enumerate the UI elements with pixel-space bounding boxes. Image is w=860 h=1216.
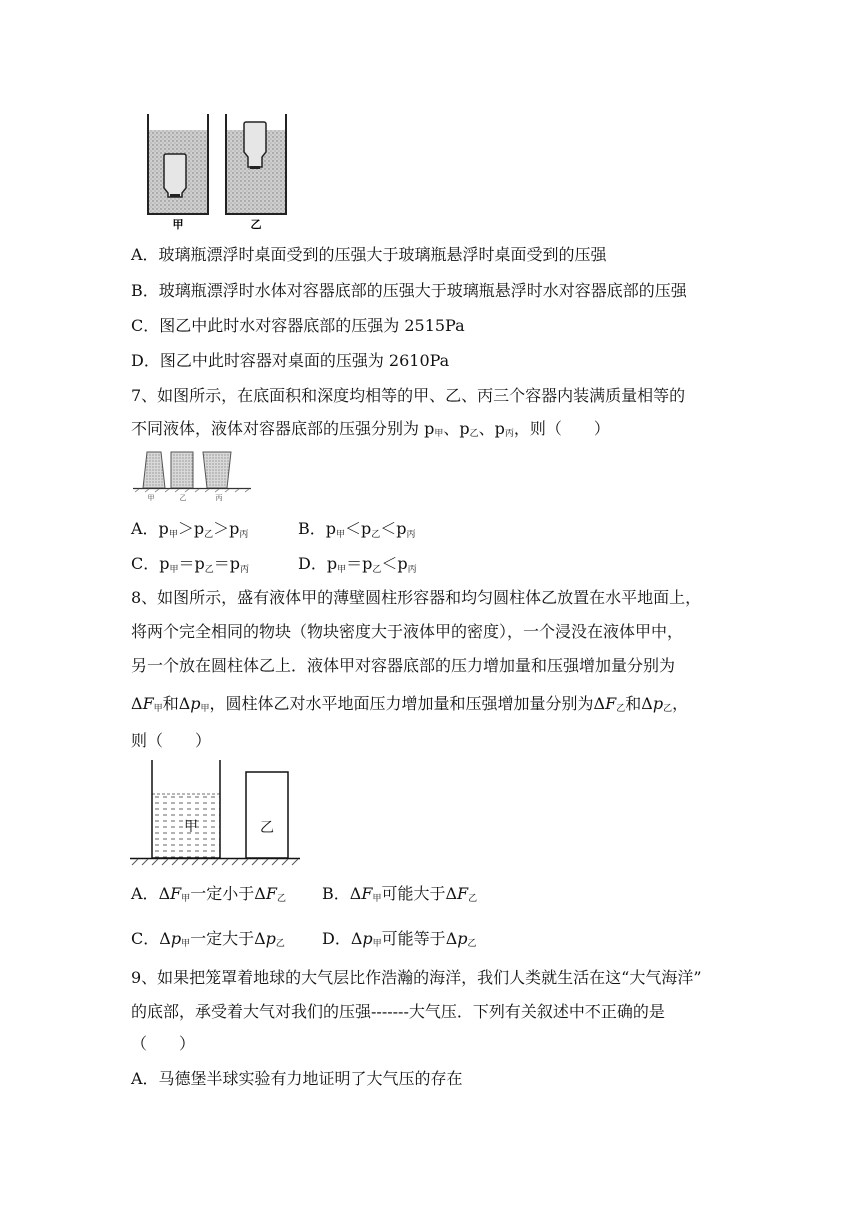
container-left	[148, 114, 208, 214]
q8-stem-line1: 8、如图所示，盛有液体甲的薄壁圆柱形容器和均匀圆柱体乙放置在水平地面上，	[131, 588, 702, 607]
q6-option-c: C．图乙中此时水对容器底部的压强为 2515Pa	[131, 316, 465, 335]
q8-option-a: A．$\Delta F_甲$一定小于$\Delta F_乙$	[131, 884, 286, 904]
container-right	[226, 114, 286, 214]
cylinder-yi	[246, 772, 288, 858]
fig-label-jia: 甲	[147, 494, 155, 502]
q7-option-c: C．p甲＝p乙＝p丙	[131, 554, 250, 575]
container-jia	[143, 452, 165, 488]
container-bing	[203, 452, 231, 488]
q7-option-a: A．p甲＞p乙＞p丙	[131, 519, 249, 540]
q6-option-a: A．玻璃瓶漂浮时桌面受到的压强大于玻璃瓶悬浮时桌面受到的压强	[131, 245, 607, 264]
q8-stem-line3: 另一个放在圆柱体乙上．液体甲对容器底部的压力增加量和压强增加量分别为	[131, 656, 676, 675]
q8-stem-line5: 则（ ）	[131, 731, 212, 750]
q7-option-b: B．p甲＜p乙＜p丙	[298, 519, 416, 540]
q9-option-a: A．马德堡半球实验有力地证明了大气压的存在	[131, 1069, 463, 1088]
bottle-right	[244, 122, 266, 167]
label-yi: 乙	[250, 218, 262, 231]
q8-stem-line4: $\Delta F_甲$和$\Delta p_甲$，圆柱体乙对水平地面压力增加量和压强增加量分别为$\Delta F_乙$和$\Delta p_乙$，	[131, 694, 689, 714]
q8-option-c: C．$\Delta p_甲$一定大于$\Delta p_乙$	[131, 929, 285, 949]
q7-stem-line2: 不同液体，液体对容器底部的压强分别为 $p_甲$、$p_乙$、$p_丙$，则（ ）	[131, 419, 610, 439]
container-label-jia: 甲	[184, 819, 198, 835]
bottle-left	[164, 154, 186, 197]
cylinder-label-yi: 乙	[260, 820, 274, 836]
q6-option-d: D．图乙中此时容器对桌面的压强为 2610Pa	[131, 351, 450, 370]
q6-option-b: B．玻璃瓶漂浮时水体对容器底部的压强大于玻璃瓶悬浮时水对容器底部的压强	[131, 281, 687, 300]
fig-label-yi: 乙	[179, 494, 187, 502]
q9-stem-line1: 9、如果把笼罩着地球的大气层比作浩瀚的海洋，我们人类就生活在这“大气海洋”	[131, 968, 702, 987]
fig-label-bing: 丙	[215, 494, 223, 502]
label-jia: 甲	[172, 218, 184, 231]
q8-option-d: D．$\Delta p_甲$可能等于$\Delta p_乙$	[322, 929, 477, 949]
q7-stem-line1: 7、如图所示，在底面积和深度均相等的甲、乙、丙三个容器内装满质量相等的	[131, 386, 686, 405]
q8-option-b: B．$\Delta F_甲$可能大于$\Delta F_乙$	[322, 884, 478, 904]
q9-stem-line3: （ ）	[131, 1034, 196, 1053]
bottle-figure	[140, 108, 300, 232]
q7-option-d: D．p甲＝p乙＜p丙	[298, 554, 417, 575]
q9-stem-line2: 的底部，承受着大气对我们的压强-------大气压．下列有关叙述中不正确的是	[131, 1002, 665, 1021]
q7-containers-figure	[131, 448, 259, 504]
q8-stem-line2: 将两个完全相同的物块（物块密度大于液体甲的密度），一个浸没在液体甲中，	[131, 622, 684, 641]
container-yi	[171, 452, 193, 488]
q8-figure	[130, 758, 300, 870]
